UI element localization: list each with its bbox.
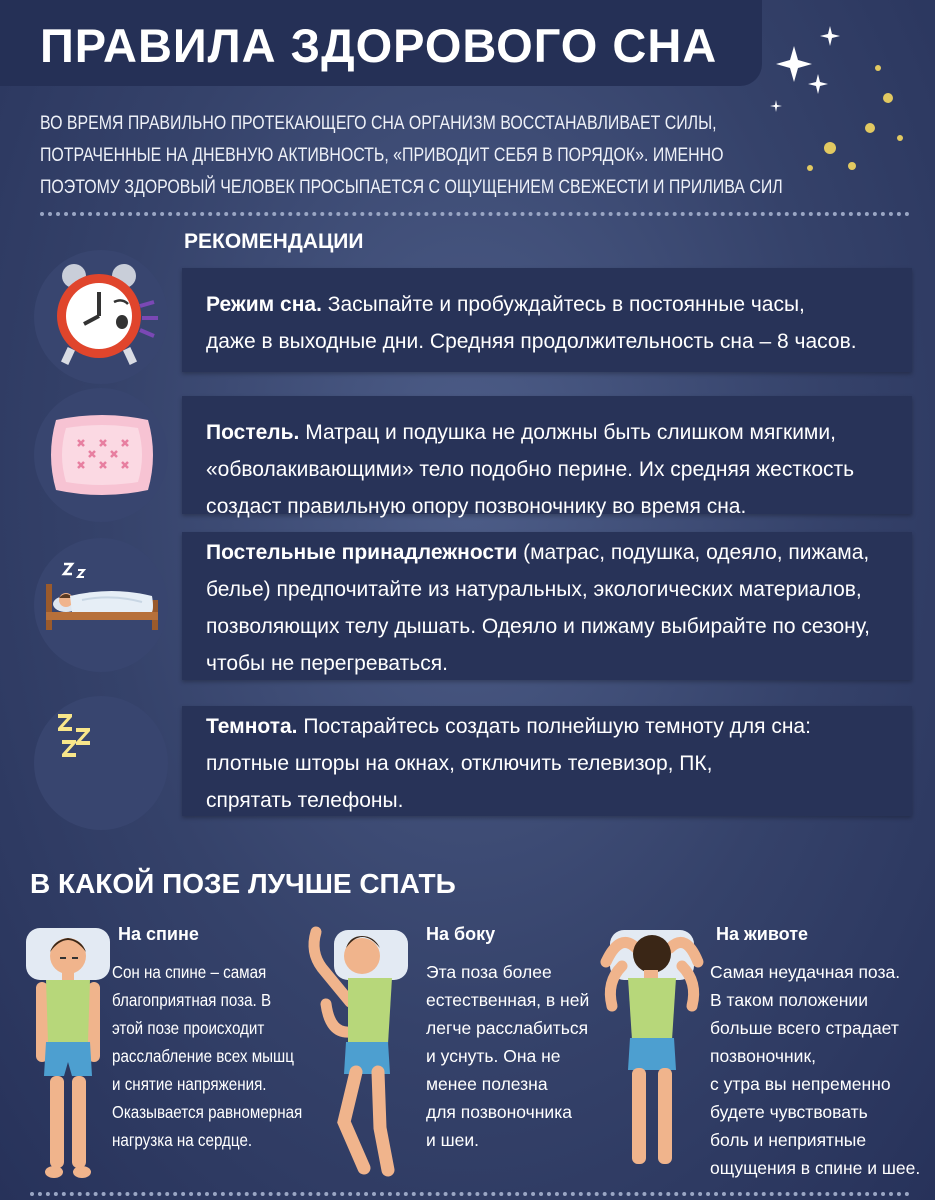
recommendation-text-2: Постель. Матрац и подушка не должны быть слишком мягкими, «обволакивающими» тело подобно перине. Их средняя жесткость создаст правильную опору позвоночнику во время сна. (206, 421, 855, 518)
sleeping-on-back-icon (22, 922, 116, 1184)
divider-dotted (40, 212, 910, 216)
pose-desc-stomach: Самая неудачная поза. В таком положении больше всего страдает позвоночник, с утра вы непременно будете чувствовать боль и неприятные ощущения в спине и шее. (710, 962, 921, 1178)
recommendation-card-2 (182, 396, 912, 518)
recommendation-card-4 (182, 706, 912, 816)
alarm-clock-icon (44, 258, 160, 374)
recommendation-text-1: Режим сна. Засыпайте и пробуждайтесь в постоянные часы, даже в выходные дни. Средняя продолжительность сна – 8 часов. (206, 293, 857, 353)
pose-desc-back: Сон на спине – самая благоприятная поза. В этой позе происходит расслабление всех мышц и снятие напряжения. Оказывается равномерная нагрузка на сердце. (112, 962, 303, 1150)
intro-text: ВО ВРЕМЯ ПРАВИЛЬНО ПРОТЕКАЮЩЕГО СНА ОРГАНИЗМ ВОССТАНАВЛИВАЕТ СИЛЫ, ПОТРАЧЕННЫЕ НА ДНЕВНУЮ АКТИВНОСТЬ, «ПРИВОДИТ СЕБЯ В ПОРЯДОК». ИМЕННО ПОЭТОМУ ЗДОРОВЫЙ ЧЕЛОВЕК ПРОСЫПАЕТСЯ С ОЩУЩЕНИЕМ СВЕЖЕСТИ И ПРИЛИВА СИЛ (40, 113, 783, 198)
pose-name-stomach: На животе (716, 924, 809, 944)
sleeping-bed-icon (42, 560, 162, 634)
pillow-icon (48, 414, 156, 496)
sleeping-on-stomach-icon (596, 922, 708, 1184)
poses-heading: В КАКОЙ ПОЗЕ ЛУЧШЕ СПАТЬ (30, 868, 456, 899)
recommendation-text-4: Темнота. Постарайтесь создать полнейшую темноту для сна: плотные шторы на окнах, отключить телевизор, ПК, спрятать телефоны. (206, 715, 811, 812)
recommendations-heading: РЕКОМЕНДАЦИИ (184, 230, 364, 253)
recommendation-card-1 (182, 268, 912, 372)
pose-name-side: На боку (426, 924, 496, 944)
sleeping-on-side-icon (300, 922, 418, 1184)
pose-name-back: На спине (118, 924, 199, 944)
divider-dotted-bottom (30, 1192, 910, 1196)
recommendation-text-3: Постельные принадлежности (матрас, подушка, одеяло, пижама, белье) предпочитайте из натуральных, экологических материалов, позволяющих телу дышать. Одеяло и пижаму выбирайте по сезону, чтобы не перегреваться. (206, 541, 870, 675)
moon-zzz-icon (50, 708, 154, 812)
page-title: ПРАВИЛА ЗДОРОВОГО СНА (40, 19, 718, 72)
pose-desc-side: Эта поза более естественная, в ней легче расслабиться и уснуть. Она не менее полезна для позвоночника и шеи. (426, 962, 590, 1150)
recommendation-card-3 (182, 532, 912, 680)
crescent-moon-stars-icon (760, 18, 920, 188)
